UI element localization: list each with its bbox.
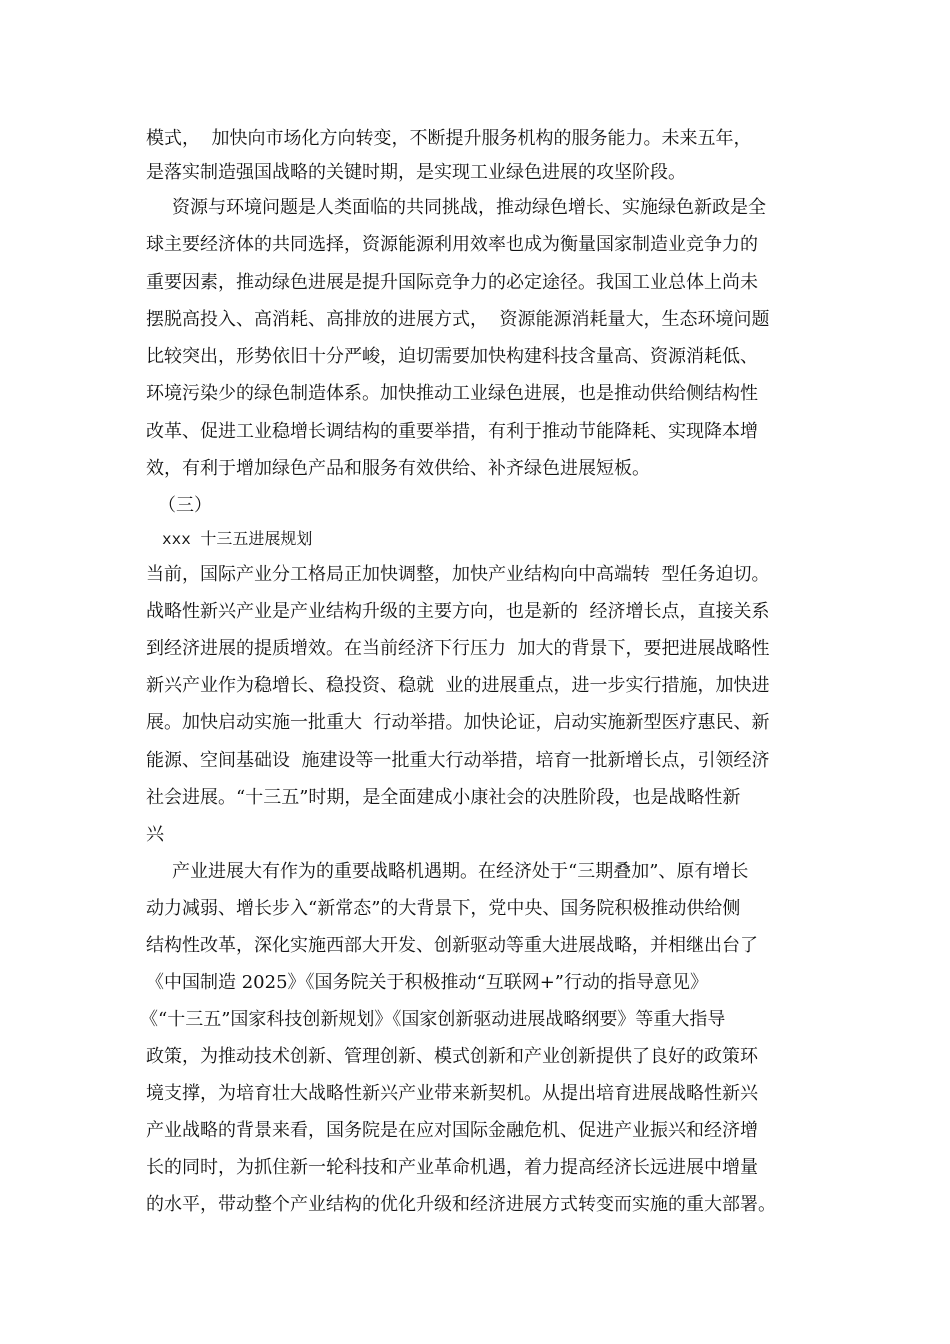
text-line: 产业战略的背景来看，国务院是在应对国际金融危机、促进产业振兴和经济增 [146, 1120, 758, 1141]
text-line: 长的同时，为抓住新一轮科技和产业革命机遇，着力提高经济长远进展中增量 [146, 1157, 758, 1178]
text-line: 展。加快启动实施一批重大 行动举措。加快论证，启动实施新型医疗惠民、新 [146, 712, 770, 733]
text-line: 社会进展。“十三五”时期，是全面建成小康社会的决胜阶段，也是战略性新 [146, 787, 741, 808]
text-line: 改革、促进工业稳增长调结构的重要举措，有利于推动节能降耗、实现降本增 [146, 421, 758, 442]
text-line: 效，有利于增加绿色产品和服务有效供给、补齐绿色进展短板。 [146, 458, 650, 479]
text-line: 当前，国际产业分工格局正加快调整，加快产业结构向中高端转 型任务迫切。 [146, 564, 770, 585]
text-line: 政策，为推动技术创新、管理创新、模式创新和产业创新提供了良好的政策环 [146, 1046, 758, 1067]
text-line: 模式， 加快向市场化方向转变，不断提升服务机构的服务能力。未来五年， [146, 128, 752, 149]
text-line: 新兴产业作为稳增长、稳投资、稳就 业的进展重点，进一步实行措施，加快进 [146, 675, 770, 696]
text-line: 能源、空间基础设 施建设等一批重大行动举措，培育一批新增长点，引领经济 [146, 750, 770, 771]
section-heading: xxx 十三五进展规划 [162, 531, 313, 549]
text-line: 境支撑，为培育壮大战略性新兴产业带来新契机。从提出培育进展战略性新兴 [146, 1083, 758, 1104]
text-line: 的水平，带动整个产业结构的优化升级和经济进展方式转变而实施的重大部署。 [146, 1194, 776, 1215]
text-line: 环境污染少的绿色制造体系。加快推动工业绿色进展，也是推动供给侧结构性 [146, 383, 758, 404]
text-line: 重要因素，推动绿色进展是提升国际竞争力的必定途径。我国工业总体上尚未 [146, 272, 758, 293]
text-line: 是落实制造强国战略的关键时期，是实现工业绿色进展的攻坚阶段。 [146, 162, 686, 183]
text-line: 摆脱高投入、高消耗、高排放的进展方式， 资源能源消耗量大，生态环境问题 [146, 309, 770, 330]
section-number: （三） [158, 495, 212, 516]
text-line: 战略性新兴产业是产业结构升级的主要方向，也是新的 经济增长点，直接关系 [146, 601, 770, 622]
text-line: 球主要经济体的共同选择，资源能源利用效率也成为衡量国家制造业竞争力的 [146, 234, 758, 255]
text-line: 比较突出，形势依旧十分严峻，迫切需要加快构建科技含量高、资源消耗低、 [146, 346, 758, 367]
text-line: 动力减弱、增长步入“新常态”的大背景下，党中央、国务院积极推动供给侧 [146, 898, 741, 919]
text-line: 《“十三五”国家科技创新规划》《国家创新驱动进展战略纲要》等重大指导 [140, 1009, 726, 1030]
text-line: 《中国制造 2025》《国务院关于积极推动“互联网+”行动的指导意见》 [146, 972, 709, 993]
text-line: 兴 [146, 824, 164, 845]
text-line: 资源与环境问题是人类面临的共同挑战，推动绿色增长、实施绿色新政是全 [172, 197, 766, 218]
text-line: 产业进展大有作为的重要战略机遇期。在经济处于“三期叠加”、原有增长 [172, 861, 749, 882]
text-line: 到经济进展的提质增效。在当前经济下行压力 加大的背景下，要把进展战略性 [146, 638, 770, 659]
text-line: 结构性改革，深化实施西部大开发、创新驱动等重大进展战略，并相继出台了 [146, 935, 758, 956]
